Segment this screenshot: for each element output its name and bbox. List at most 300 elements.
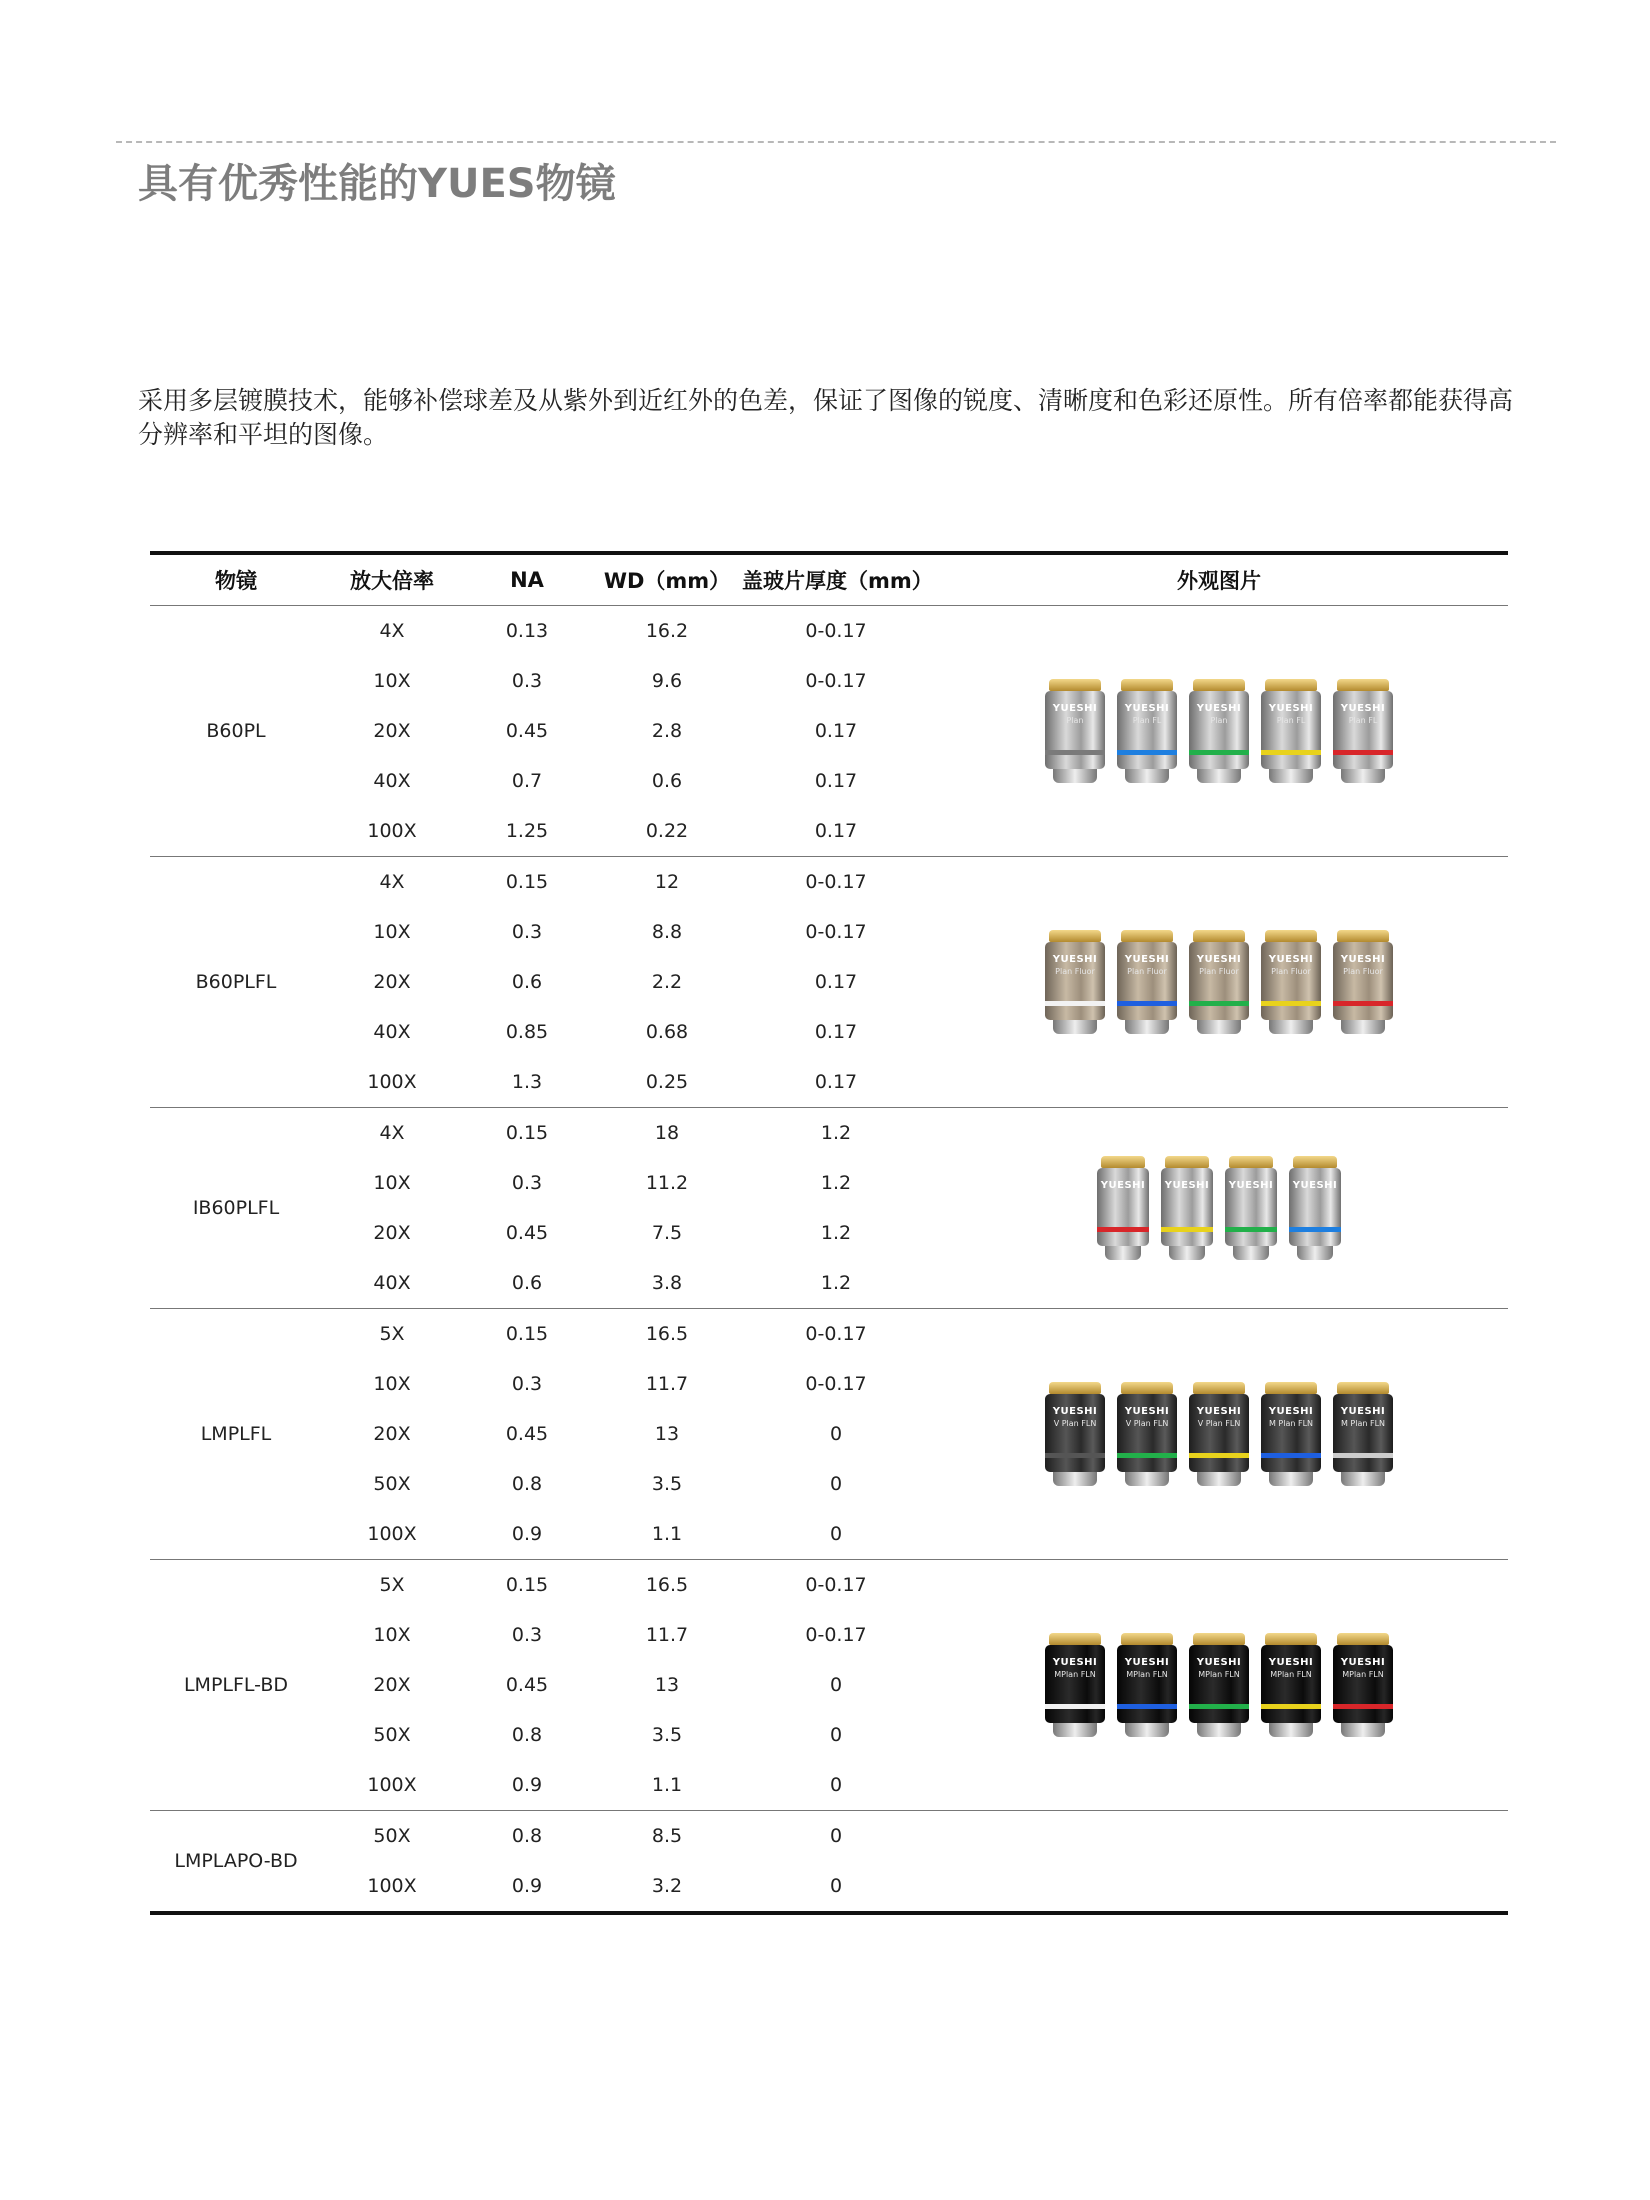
na-cell: 0.15 <box>505 1574 549 1596</box>
lens-model-text: MPlan FLN <box>1126 1670 1168 1679</box>
lens-cap <box>1229 1156 1273 1168</box>
cover-thickness-cell: 1.2 <box>742 1258 930 1309</box>
cover-thickness-cell: 0-0.17 <box>805 871 867 893</box>
lens-color-band <box>1045 1453 1105 1458</box>
magnification-cell: 50X <box>373 1724 411 1746</box>
lens-brand-text: YUESHI <box>1268 703 1314 714</box>
na-cell: 0.45 <box>505 720 549 742</box>
objective-name: B60PLFL <box>150 857 322 1108</box>
wd-cell: 3.5 <box>651 1724 683 1746</box>
magnification-cell: 40X <box>373 770 411 792</box>
lens-cap <box>1265 930 1317 942</box>
cover-thickness-cell: 0 <box>829 1423 843 1445</box>
table-row <box>150 857 1508 908</box>
lens-brand-text: YUESHI <box>1124 1657 1170 1668</box>
wd-cell: 16.2 <box>645 620 689 642</box>
lens-body <box>1261 1645 1321 1723</box>
na-cell: 0.7 <box>511 770 543 792</box>
table-row <box>150 1108 1508 1159</box>
objective-lens-image <box>1333 930 1393 1034</box>
wd-cell: 0.22 <box>592 806 742 857</box>
lens-brand-text: YUESHI <box>1340 1657 1386 1668</box>
cover-thickness-cell: 1.2 <box>820 1172 852 1194</box>
lens-tip <box>1297 1246 1333 1260</box>
lens-model-text: MPlan FLN <box>1270 1670 1312 1679</box>
lens-body <box>1189 942 1249 1020</box>
lens-cap <box>1049 1633 1101 1645</box>
wd-cell: 0.25 <box>592 1057 742 1108</box>
objective-lens-image <box>1333 1633 1393 1737</box>
cover-thickness-cell: 0-0.17 <box>805 620 867 642</box>
wd-cell: 0.68 <box>645 1021 689 1043</box>
wd-cell: 2.2 <box>651 971 683 993</box>
wd-cell: 1.1 <box>592 1760 742 1811</box>
lens-body <box>1333 1645 1393 1723</box>
lens-body <box>1045 942 1105 1020</box>
wd-cell: 9.6 <box>651 670 683 692</box>
magnification-cell: 20X <box>373 720 411 742</box>
lens-tip <box>1269 1472 1313 1486</box>
cover-thickness-cell: 1.2 <box>820 1222 852 1244</box>
objective-lens-image <box>1045 1633 1105 1737</box>
cover-thickness-cell: 0-0.17 <box>805 921 867 943</box>
lens-cap <box>1121 1633 1173 1645</box>
magnification-cell: 10X <box>373 1373 411 1395</box>
lens-model-text: MPlan FLN <box>1054 1670 1096 1679</box>
lens-color-band <box>1161 1227 1213 1232</box>
lens-model-text: MPlan FLN <box>1342 1670 1384 1679</box>
wd-cell: 3.8 <box>592 1258 742 1309</box>
header-cover-thickness: 盖玻片厚度（mm） <box>742 553 930 606</box>
lens-tip <box>1197 769 1241 783</box>
objective-lens-image <box>1117 1382 1177 1486</box>
magnification-cell: 4X <box>379 871 405 893</box>
lens-tip <box>1053 1723 1097 1737</box>
na-cell: 0.15 <box>505 871 549 893</box>
magnification-cell: 10X <box>373 670 411 692</box>
lens-color-band <box>1045 1001 1105 1006</box>
lens-cap <box>1193 1382 1245 1394</box>
lens-body <box>1261 691 1321 769</box>
lens-tip <box>1169 1246 1205 1260</box>
lens-brand-text: YUESHI <box>1196 954 1242 965</box>
lens-model-text: Plan Fluor <box>1055 967 1095 976</box>
lens-color-band <box>1117 1001 1177 1006</box>
cover-thickness-cell: 0.17 <box>814 770 858 792</box>
cover-thickness-cell: 0.17 <box>814 1021 858 1043</box>
wd-cell: 11.2 <box>645 1172 689 1194</box>
magnification-cell: 20X <box>373 1222 411 1244</box>
lens-brand-text: YUESHI <box>1124 1406 1170 1417</box>
lens-tip <box>1125 1472 1169 1486</box>
lens-brand-text: YUESHI <box>1268 1406 1314 1417</box>
lens-cap <box>1265 1633 1317 1645</box>
wd-cell: 16.5 <box>645 1323 689 1345</box>
magnification-cell: 100X <box>322 1760 462 1811</box>
lens-tip <box>1197 1723 1241 1737</box>
lens-cap <box>1101 1156 1145 1168</box>
lens-cap <box>1193 679 1245 691</box>
magnification-cell: 4X <box>379 1122 405 1144</box>
lens-body <box>1225 1168 1277 1246</box>
cover-thickness-cell: 1.2 <box>820 1122 852 1144</box>
lens-cap <box>1337 1633 1389 1645</box>
lens-color-band <box>1261 1453 1321 1458</box>
lens-brand-text: YUESHI <box>1124 703 1170 714</box>
magnification-cell: 5X <box>379 1574 405 1596</box>
objective-photo <box>930 1560 1508 1811</box>
lens-model-text: Plan Fluor <box>1199 967 1239 976</box>
lens-tip <box>1053 1472 1097 1486</box>
header-wd: WD（mm） <box>592 553 742 606</box>
table-row <box>150 1560 1508 1611</box>
na-cell: 0.8 <box>511 1825 543 1847</box>
cover-thickness-cell: 0-0.17 <box>805 1323 867 1345</box>
table-row <box>150 1309 1508 1360</box>
lens-color-band <box>1117 1704 1177 1709</box>
na-cell: 0.85 <box>505 1021 549 1043</box>
objective-lens-image <box>1045 679 1105 783</box>
magnification-cell: 20X <box>373 1423 411 1445</box>
header-na: NA <box>462 553 592 606</box>
cover-thickness-cell: 0.17 <box>814 720 858 742</box>
magnification-cell: 5X <box>379 1323 405 1345</box>
lens-tip <box>1341 1723 1385 1737</box>
wd-cell: 13 <box>654 1674 680 1696</box>
lens-body <box>1117 1645 1177 1723</box>
lens-brand-text: YUESHI <box>1052 1657 1098 1668</box>
objective-photo <box>930 1811 1508 1914</box>
lens-model-text: M Plan FLN <box>1340 1419 1386 1428</box>
wd-cell: 8.8 <box>651 921 683 943</box>
lens-brand-text: YUESHI <box>1164 1180 1210 1191</box>
cover-thickness-cell: 0-0.17 <box>805 1624 867 1646</box>
lens-body <box>1189 1645 1249 1723</box>
top-dashed-rule <box>116 141 1556 143</box>
wd-cell: 1.1 <box>592 1509 742 1560</box>
lens-brand-text: YUESHI <box>1268 1657 1314 1668</box>
objective-lens-image <box>1289 1156 1341 1260</box>
cover-thickness-cell: 0 <box>829 1875 843 1897</box>
lens-tip <box>1105 1246 1141 1260</box>
objective-lens-image <box>1189 930 1249 1034</box>
lens-body <box>1045 691 1105 769</box>
lens-cap <box>1121 679 1173 691</box>
lens-body <box>1333 942 1393 1020</box>
table-header-row <box>150 553 1508 606</box>
lens-body <box>1045 1394 1105 1472</box>
na-cell: 0.6 <box>511 971 543 993</box>
lens-color-band <box>1261 1704 1321 1709</box>
cover-thickness-cell: 0-0.17 <box>805 1373 867 1395</box>
lens-tip <box>1197 1020 1241 1034</box>
lens-cap <box>1193 1633 1245 1645</box>
objective-lens-image <box>1261 1382 1321 1486</box>
lens-cap <box>1049 679 1101 691</box>
objective-photo <box>930 606 1508 857</box>
wd-cell: 2.8 <box>651 720 683 742</box>
lens-color-band <box>1045 750 1105 755</box>
lens-tip <box>1341 1020 1385 1034</box>
lens-body <box>1261 942 1321 1020</box>
lens-tip <box>1341 769 1385 783</box>
cover-thickness-cell: 0.17 <box>742 806 930 857</box>
wd-cell: 11.7 <box>645 1624 689 1646</box>
objective-name: LMPLFL-BD <box>150 1560 322 1811</box>
lens-cap <box>1049 1382 1101 1394</box>
lens-model-text: Plan <box>1066 716 1084 725</box>
objective-photo <box>930 1108 1508 1309</box>
lens-body <box>1189 1394 1249 1472</box>
na-cell: 1.25 <box>462 806 592 857</box>
lens-color-band <box>1333 1453 1393 1458</box>
wd-cell: 0.6 <box>651 770 683 792</box>
magnification-cell: 100X <box>367 1875 417 1897</box>
objective-lens-image <box>1097 1156 1149 1260</box>
wd-cell: 16.5 <box>645 1574 689 1596</box>
lens-body <box>1117 691 1177 769</box>
lens-model-text: V Plan FLN <box>1053 1419 1097 1428</box>
header-photo: 外观图片 <box>930 553 1508 606</box>
na-cell: 0.3 <box>511 1624 543 1646</box>
lens-set <box>930 1156 1508 1260</box>
na-cell: 0.45 <box>505 1674 549 1696</box>
wd-cell: 13 <box>654 1423 680 1445</box>
objective-name: IB60PLFL <box>150 1108 322 1309</box>
magnification-cell: 50X <box>373 1825 411 1847</box>
na-cell: 0.6 <box>462 1258 592 1309</box>
magnification-cell: 100X <box>322 806 462 857</box>
lens-cap <box>1049 930 1101 942</box>
lens-cap <box>1165 1156 1209 1168</box>
na-cell: 0.9 <box>462 1509 592 1560</box>
lens-cap <box>1193 930 1245 942</box>
cover-thickness-cell: 0.17 <box>814 971 858 993</box>
lens-brand-text: YUESHI <box>1196 1657 1242 1668</box>
magnification-cell: 100X <box>322 1057 462 1108</box>
na-cell: 0.15 <box>505 1122 549 1144</box>
objective-lens-image <box>1189 679 1249 783</box>
wd-cell: 3.5 <box>651 1473 683 1495</box>
cover-thickness-cell: 0.17 <box>742 1057 930 1108</box>
lens-color-band <box>1333 1704 1393 1709</box>
lens-brand-text: YUESHI <box>1340 703 1386 714</box>
objective-lens-image <box>1045 930 1105 1034</box>
lens-cap <box>1337 679 1389 691</box>
na-cell: 0.15 <box>505 1323 549 1345</box>
magnification-cell: 10X <box>373 1624 411 1646</box>
lens-brand-text: YUESHI <box>1228 1180 1274 1191</box>
cover-thickness-cell: 0-0.17 <box>805 670 867 692</box>
magnification-cell: 10X <box>373 1172 411 1194</box>
lens-brand-text: YUESHI <box>1124 954 1170 965</box>
lens-tip <box>1125 1723 1169 1737</box>
wd-cell: 18 <box>654 1122 680 1144</box>
lens-color-band <box>1225 1227 1277 1232</box>
lens-cap <box>1121 1382 1173 1394</box>
lens-body <box>1289 1168 1341 1246</box>
magnification-cell: 20X <box>373 1674 411 1696</box>
lens-body <box>1045 1645 1105 1723</box>
objective-lens-image <box>1117 1633 1177 1737</box>
objective-lens-image <box>1189 1382 1249 1486</box>
cover-thickness-cell: 0 <box>829 1724 843 1746</box>
lens-color-band <box>1261 1001 1321 1006</box>
lens-cap <box>1293 1156 1337 1168</box>
lens-cap <box>1265 679 1317 691</box>
lens-model-text: V Plan FLN <box>1197 1419 1241 1428</box>
wd-cell: 7.5 <box>651 1222 683 1244</box>
table-row <box>150 1811 1508 1862</box>
lens-tip <box>1341 1472 1385 1486</box>
table-body <box>150 606 1508 1914</box>
objective-lens-image <box>1225 1156 1277 1260</box>
lens-brand-text: YUESHI <box>1340 954 1386 965</box>
lens-tip <box>1125 769 1169 783</box>
cover-thickness-cell: 0 <box>742 1760 930 1811</box>
objective-lens-image <box>1161 1156 1213 1260</box>
cover-thickness-cell: 0 <box>742 1509 930 1560</box>
na-cell: 0.3 <box>511 1373 543 1395</box>
magnification-cell: 40X <box>373 1021 411 1043</box>
lens-tip <box>1053 1020 1097 1034</box>
lens-body <box>1117 1394 1177 1472</box>
lens-color-band <box>1333 750 1393 755</box>
lens-body <box>1161 1168 1213 1246</box>
lens-body <box>1333 691 1393 769</box>
cover-thickness-cell: 0-0.17 <box>805 1574 867 1596</box>
objective-lens-image <box>1117 930 1177 1034</box>
objective-lens-image <box>1261 1633 1321 1737</box>
objective-photo <box>930 857 1508 1108</box>
lens-tip <box>1233 1246 1269 1260</box>
lens-model-text: Plan Fluor <box>1127 967 1167 976</box>
lens-model-text: Plan Fluor <box>1343 967 1383 976</box>
lens-body <box>1333 1394 1393 1472</box>
objective-lens-image <box>1117 679 1177 783</box>
objective-name: LMPLAPO-BD <box>174 1850 298 1872</box>
lens-body <box>1097 1168 1149 1246</box>
lens-cap <box>1337 1382 1389 1394</box>
lens-set <box>930 930 1508 1034</box>
lens-color-band <box>1289 1227 1341 1232</box>
cover-thickness-cell: 0 <box>829 1674 843 1696</box>
lens-model-text: Plan Fluor <box>1271 967 1311 976</box>
header-objective: 物镜 <box>150 553 322 606</box>
magnification-cell: 4X <box>379 620 405 642</box>
wd-cell: 12 <box>654 871 680 893</box>
lens-cap <box>1121 930 1173 942</box>
na-cell: 0.3 <box>511 921 543 943</box>
lens-brand-text: YUESHI <box>1052 954 1098 965</box>
table-row <box>150 606 1508 657</box>
objective-photo <box>930 1309 1508 1560</box>
lens-brand-text: YUESHI <box>1268 954 1314 965</box>
objective-name: B60PL <box>150 606 322 857</box>
lens-color-band <box>1117 1453 1177 1458</box>
intro-paragraph: 采用多层镀膜技术，能够补偿球差及从紫外到近红外的色差，保证了图像的锐度、清晰度和色彩还原性。所有倍率都能获得高分辨率和平坦的图像。 <box>138 386 1514 449</box>
lens-brand-text: YUESHI <box>1196 1406 1242 1417</box>
lens-color-band <box>1097 1227 1149 1232</box>
magnification-cell: 40X <box>322 1258 462 1309</box>
lens-brand-text: YUESHI <box>1052 703 1098 714</box>
lens-tip <box>1197 1472 1241 1486</box>
magnification-cell: 50X <box>373 1473 411 1495</box>
na-cell: 0.45 <box>505 1222 549 1244</box>
objective-lens-image <box>1261 679 1321 783</box>
lens-color-band <box>1189 1001 1249 1006</box>
lens-model-text: Plan FL <box>1276 716 1306 725</box>
lens-brand-text: YUESHI <box>1100 1180 1146 1191</box>
lens-model-text: Plan <box>1210 716 1228 725</box>
objective-lens-image <box>1045 1382 1105 1486</box>
lens-body <box>1261 1394 1321 1472</box>
lens-tip <box>1269 1020 1313 1034</box>
magnification-cell: 100X <box>322 1509 462 1560</box>
na-cell: 0.9 <box>511 1875 543 1897</box>
na-cell: 0.9 <box>462 1760 592 1811</box>
lens-color-band <box>1333 1001 1393 1006</box>
na-cell: 0.3 <box>511 670 543 692</box>
lens-color-band <box>1261 750 1321 755</box>
lens-set <box>930 1382 1508 1486</box>
lens-color-band <box>1189 1704 1249 1709</box>
lens-body <box>1117 942 1177 1020</box>
objective-name: LMPLFL <box>150 1309 322 1560</box>
na-cell: 0.13 <box>505 620 549 642</box>
objective-lens-image <box>1261 930 1321 1034</box>
lens-tip <box>1125 1020 1169 1034</box>
na-cell: 0.45 <box>505 1423 549 1445</box>
cover-thickness-cell: 0 <box>829 1825 843 1847</box>
objective-spec-table <box>150 551 1508 1915</box>
na-cell: 0.8 <box>511 1724 543 1746</box>
lens-cap <box>1265 1382 1317 1394</box>
lens-brand-text: YUESHI <box>1052 1406 1098 1417</box>
wd-cell: 8.5 <box>651 1825 683 1847</box>
lens-color-band <box>1189 1453 1249 1458</box>
lens-model-text: MPlan FLN <box>1198 1670 1240 1679</box>
lens-cap <box>1337 930 1389 942</box>
lens-tip <box>1053 769 1097 783</box>
lens-brand-text: YUESHI <box>1340 1406 1386 1417</box>
lens-brand-text: YUESHI <box>1196 703 1242 714</box>
na-cell: 1.3 <box>462 1057 592 1108</box>
header-magnification: 放大倍率 <box>322 553 462 606</box>
cover-thickness-cell: 0 <box>829 1473 843 1495</box>
wd-cell: 11.7 <box>645 1373 689 1395</box>
page-title: 具有优秀性能的YUES物镜 <box>138 161 616 207</box>
magnification-cell: 10X <box>373 921 411 943</box>
na-cell: 0.8 <box>511 1473 543 1495</box>
wd-cell: 3.2 <box>651 1875 683 1897</box>
lens-color-band <box>1189 750 1249 755</box>
lens-tip <box>1269 769 1313 783</box>
lens-model-text: Plan FL <box>1132 716 1162 725</box>
lens-model-text: M Plan FLN <box>1268 1419 1314 1428</box>
objective-lens-image <box>1333 679 1393 783</box>
lens-color-band <box>1117 750 1177 755</box>
lens-body <box>1189 691 1249 769</box>
lens-set <box>930 1633 1508 1737</box>
lens-model-text: Plan FL <box>1348 716 1378 725</box>
lens-brand-text: YUESHI <box>1292 1180 1338 1191</box>
objective-lens-image <box>1189 1633 1249 1737</box>
objective-lens-image <box>1333 1382 1393 1486</box>
lens-set <box>930 679 1508 783</box>
lens-color-band <box>1045 1704 1105 1709</box>
na-cell: 0.3 <box>511 1172 543 1194</box>
